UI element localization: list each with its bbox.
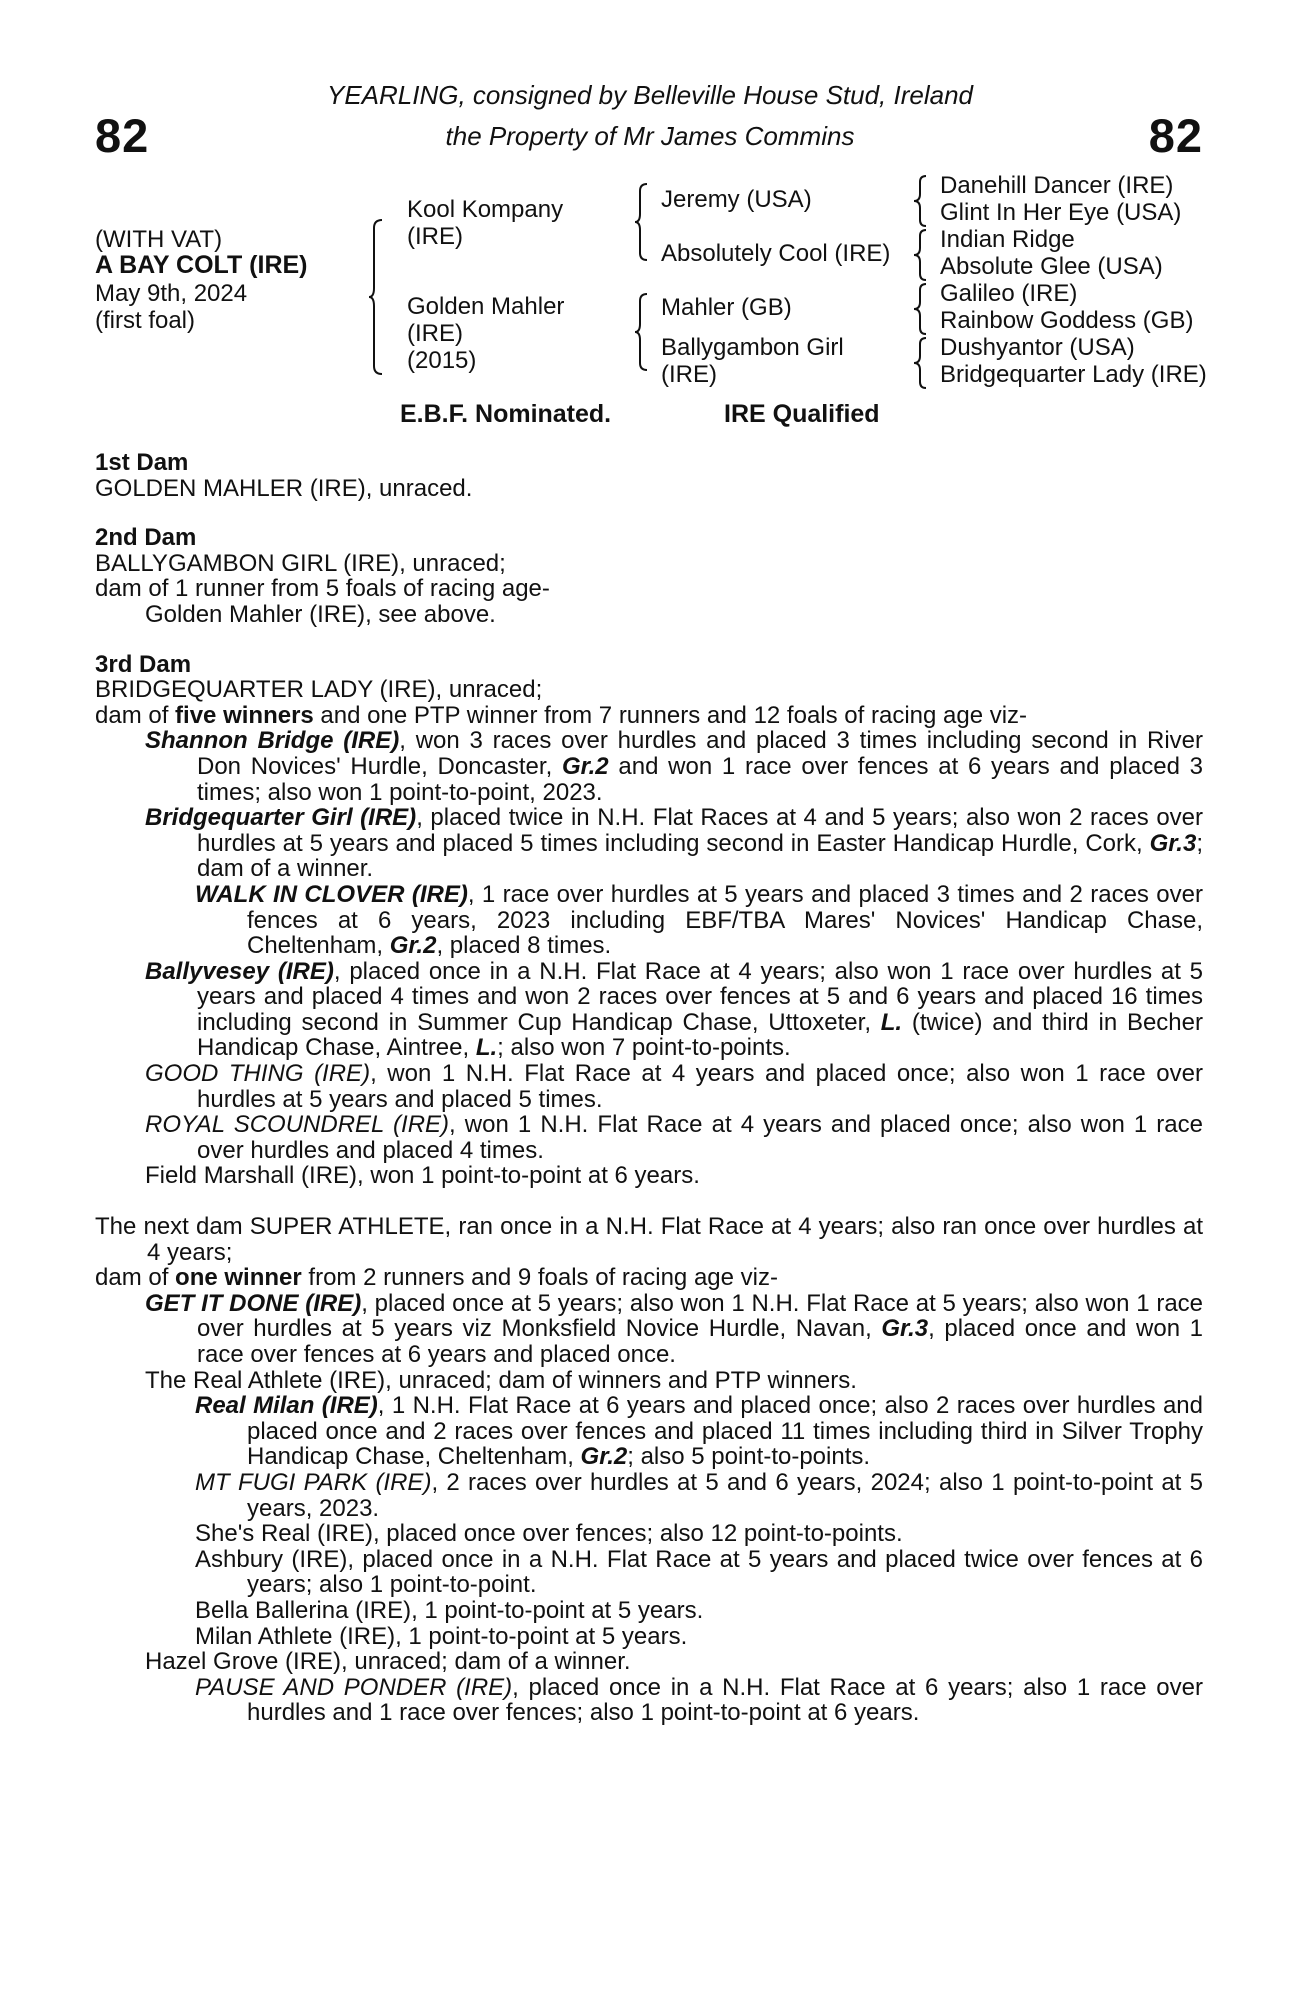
- first-dam-text: GOLDEN MAHLER (IRE), unraced.: [95, 474, 473, 502]
- progeny-good-thing: GOOD THING (IRE), won 1 N.H. Flat Race at 4 years and placed once; also won 1 race over hurdles at 5 years and placed 5 times.: [145, 1060, 1203, 1113]
- family-record: [95, 450, 1203, 1726]
- dam-sire: Mahler (GB): [661, 294, 792, 321]
- next-dam-line: The next dam SUPER ATHLETE, ran once in a N.H. Flat Race at 4 years; also ran once over hurdles at 4 years;: [95, 1213, 1203, 1266]
- second-dam-title: 2nd Dam: [95, 524, 197, 552]
- second-dam-line: BALLYGAMBON GIRL (IRE), unraced;: [95, 549, 506, 577]
- brace-g3-2: [913, 228, 927, 282]
- third-dam-line: BRIDGEQUARTER LADY (IRE), unraced;: [95, 676, 543, 704]
- sire-dam: Absolutely Cool (IRE): [661, 240, 891, 267]
- progeny-ballyvesey: Ballyvesey (IRE), placed once in a N.H. Flat Race at 4 years; also won 1 race over hurdles at 5 years and placed 4 times and won 2 races over fences at 5 and 6 years and placed 16 times including second in Summer Cup Handicap Chase, Uttoxeter, L. (twice) and third in Becher Handicap Chase, Aintree, L.; also won 7 point-to-points.: [145, 957, 1203, 1062]
- g3-glint-in-her-eye: Glint In Her Eye (USA): [940, 199, 1182, 226]
- first-dam-title: 1st Dam: [95, 449, 189, 476]
- progeny-shannon-bridge: Shannon Bridge (IRE), won 3 races over hurdles and placed 3 times including second in River Don Novices' Hurdle, Doncaster, Gr.2 and won 1 race over fences at 6 years and placed 3 times; also won 1 point-to-point, 2023.: [145, 727, 1203, 806]
- g3-dushyantor: Dushyantor (USA): [940, 334, 1135, 361]
- g3-bridgequarter-lady: Bridgequarter Lady (IRE): [940, 361, 1207, 388]
- brace-dam: [634, 292, 648, 372]
- vat-note: (WITH VAT): [95, 226, 223, 253]
- sire-name: Kool Kompany (IRE): [407, 196, 564, 250]
- foaling-date: May 9th, 2024: [95, 280, 248, 307]
- lot-number-right: 82: [1148, 109, 1203, 162]
- second-dam-entry: Golden Mahler (IRE), see above.: [145, 600, 496, 628]
- progeny-hazel-grove: Hazel Grove (IRE), unraced; dam of a winner.: [145, 1648, 631, 1676]
- brace-gen1: [368, 218, 384, 376]
- foal-note: (first foal): [95, 307, 196, 334]
- second-dam-produce: dam of 1 runner from 5 foals of racing age-: [95, 575, 550, 603]
- brace-sire: [634, 182, 648, 262]
- dam-name: Golden Mahler (IRE) (2015): [407, 293, 565, 374]
- progeny-ashbury: Ashbury (IRE), placed once in a N.H. Flat Race at 5 years and placed twice over fences at 6 years; also 1 point-to-point.: [195, 1545, 1203, 1599]
- consignor-line: YEARLING, consigned by Belleville House Stud, Ireland: [326, 80, 973, 110]
- horse-name: A BAY COLT (IRE): [95, 251, 308, 279]
- brace-g3-4: [913, 336, 927, 390]
- progeny-bella-ballerina: Bella Ballerina (IRE), 1 point-to-point at 5 years.: [195, 1596, 704, 1624]
- ebf-nominated: E.B.F. Nominated.: [400, 400, 612, 428]
- lot-number-left: 82: [95, 109, 150, 162]
- progeny-walk-in-clover: WALK IN CLOVER (IRE), 1 race over hurdles at 5 years and placed 3 times and 2 races over fences at 6 years, 2023 including EBF/TBA Mares' Novices' Handicap Chase, Cheltenham, Gr.2, placed 8 times.: [195, 880, 1203, 960]
- third-dam-produce: dam of five winners and one PTP winner from 7 runners and 12 foals of racing age viz-: [95, 701, 1028, 729]
- progeny-bridgequarter-girl: Bridgequarter Girl (IRE), placed twice in N.H. Flat Races at 4 and 5 years; also won 2 races over hurdles at 5 years and placed 5 times including second in Easter Handicap Hurdle, Cork, Gr.3; dam of a winner.: [145, 804, 1204, 883]
- dam-dam: Ballygambon Girl (IRE): [661, 334, 844, 388]
- progeny-field-marshall: Field Marshall (IRE), won 1 point-to-point at 6 years.: [145, 1162, 700, 1190]
- g3-danehill-dancer: Danehill Dancer (IRE): [940, 172, 1174, 199]
- brace-g3-3: [913, 282, 927, 336]
- property-line: the Property of Mr James Commins: [445, 121, 855, 151]
- progeny-shes-real: She's Real (IRE), placed once over fences; also 12 point-to-points.: [195, 1520, 903, 1548]
- progeny-milan-athlete: Milan Athlete (IRE), 1 point-to-point at 5 years.: [195, 1622, 688, 1650]
- progeny-pause-and-ponder: PAUSE AND PONDER (IRE), placed once in a N.H. Flat Race at 6 years; also 1 race over hurdles and 1 race over fences; also 1 point-to-point at 6 years.: [195, 1673, 1203, 1727]
- progeny-royal-scoundrel: ROYAL SCOUNDREL (IRE), won 1 N.H. Flat Race at 4 years and placed once; also won 1 race over hurdles and placed 4 times.: [145, 1111, 1203, 1164]
- brace-g3-1: [913, 174, 927, 228]
- progeny-real-milan: Real Milan (IRE), 1 N.H. Flat Race at 6 years and placed once; also 2 races over hurdles and placed once and 2 races over fences and placed 11 times including third in Silver Trophy Handicap Chase, Cheltenham, Gr.2; also 5 point-to-points.: [195, 1392, 1204, 1471]
- third-dam-title: 3rd Dam: [95, 650, 192, 678]
- progeny-get-it-done: GET IT DONE (IRE), placed once at 5 years; also won 1 N.H. Flat Race at 5 years; also won 1 race over hurdles at 5 years viz Monksfield Novice Hurdle, Navan, Gr.3, placed once and won 1 race over fences at 6 years and placed once.: [145, 1289, 1204, 1368]
- g3-indian-ridge: Indian Ridge: [940, 226, 1075, 253]
- g3-rainbow-goddess: Rainbow Goddess (GB): [940, 307, 1194, 334]
- progeny-mt-fugi-park: MT FUGI PARK (IRE), 2 races over hurdles at 5 and 6 years, 2024; also 1 point-to-point at 5 years, 2023.: [195, 1468, 1203, 1522]
- g3-absolute-glee: Absolute Glee (USA): [940, 253, 1163, 280]
- progeny-the-real-athlete: The Real Athlete (IRE), unraced; dam of winners and PTP winners.: [145, 1366, 857, 1394]
- ire-qualified: IRE Qualified: [724, 400, 880, 428]
- pedigree-table: [95, 168, 1235, 398]
- g3-galileo: Galileo (IRE): [940, 280, 1078, 307]
- sire-sire: Jeremy (USA): [661, 186, 812, 213]
- next-dam-produce: dam of one winner from 2 runners and 9 foals of racing age viz-: [95, 1264, 778, 1292]
